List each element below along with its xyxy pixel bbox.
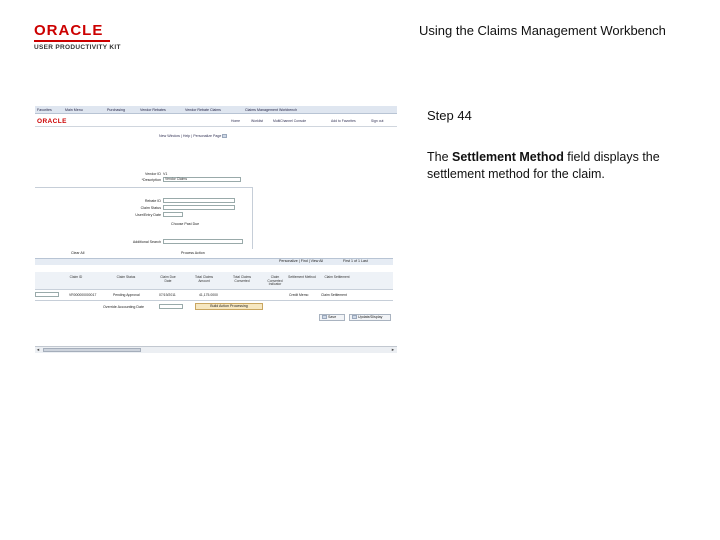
col-claim-settlement[interactable]: Claim Settlement [324, 275, 350, 279]
desc-suffix: field displays the settlement method for the claim. [427, 150, 660, 181]
description-label: *Description [141, 178, 161, 182]
nav-home[interactable]: Home [231, 119, 241, 123]
nav-sign-out[interactable]: Sign out [371, 119, 384, 123]
row-claim-status: Pending Approval [113, 293, 140, 297]
col-total-claims-converted[interactable]: Total Claims Converted [233, 275, 251, 283]
row-settlement-method: Credit Memo [289, 293, 309, 297]
col-claim-status[interactable]: Claim Status [116, 275, 136, 279]
horizontal-scrollbar[interactable] [35, 346, 397, 353]
rebate-id-field[interactable] [163, 198, 235, 203]
override-date-label: Override Accounting Date [103, 305, 144, 309]
row-claim-settlement[interactable]: Claim Settlement [321, 293, 347, 297]
description-field[interactable]: Vendor Claims [163, 177, 241, 182]
scroll-left-icon[interactable]: ◄ [36, 347, 40, 352]
col-claim-due-date[interactable]: Claim Due Date [160, 275, 176, 283]
col-claim-id[interactable]: Claim ID [69, 275, 83, 279]
scroll-thumb[interactable] [43, 348, 141, 352]
desc-prefix: The [427, 150, 453, 164]
choose-past-due-label[interactable]: Choose Past Due [171, 222, 200, 226]
nav-worklist[interactable]: Worklist [251, 119, 263, 123]
claim-status-label: Claim Status [140, 206, 161, 210]
row-due-date: 07/19/2011 [159, 293, 176, 297]
page-icon [222, 134, 227, 138]
row-amount: 41,175.0000 [199, 293, 218, 297]
criteria-divider-side [252, 187, 253, 249]
update-display-button[interactable] [349, 314, 391, 321]
grid-header [35, 258, 393, 265]
document-title: Using the Claims Management Workbench [419, 23, 666, 38]
oracle-mini-logo: ORACLE [37, 118, 67, 125]
row-divider [35, 300, 393, 301]
nav-multichannel[interactable]: MultiChannel Console [273, 119, 307, 123]
breadcrumb-purchasing[interactable]: Purchasing [107, 108, 125, 112]
breadcrumb-vendor-rebates[interactable]: Vendor Rebates [140, 108, 166, 112]
page-links-text[interactable]: New Window | Help | Personalize Page [159, 134, 222, 138]
breadcrumb-favorites[interactable]: Favorites [37, 108, 52, 112]
grid-column-headers [35, 272, 393, 290]
col-total-claims-amount[interactable]: Total Claims Amount [195, 275, 213, 283]
save-button[interactable] [319, 314, 345, 321]
save-button-label: Save [328, 315, 337, 319]
override-date-field[interactable] [159, 304, 183, 309]
user-entry-date-label: User/Entry Date [135, 213, 161, 217]
save-icon [322, 315, 327, 319]
application-screenshot [35, 106, 397, 354]
additional-search-select[interactable] [163, 239, 243, 244]
step-description [427, 149, 697, 183]
breadcrumb-vendor-rebate-claims[interactable]: Vendor Rebate Claims [185, 108, 221, 112]
refresh-icon [352, 315, 357, 319]
grid-nav-links[interactable]: Personalize | Find | View All [279, 259, 324, 263]
logo-rule [34, 40, 110, 42]
rebate-id-label: Rebate ID [144, 199, 161, 203]
process-action-link[interactable]: Process Action [181, 251, 205, 255]
vendor-id-value: V1 [163, 172, 168, 176]
nav-add-favorites[interactable]: Add to Favorites [331, 119, 356, 123]
breadcrumb-main-menu[interactable]: Main Menu [65, 108, 83, 112]
claim-status-select[interactable] [163, 205, 235, 210]
logo-word: ORACLE [34, 22, 104, 39]
user-entry-date-field[interactable] [163, 212, 183, 217]
logo-subtitle: USER PRODUCTIVITY KIT [34, 44, 121, 51]
grid-pagination[interactable]: First 1 of 1 Last [343, 259, 368, 263]
build-action-button[interactable]: Build Action Processing [195, 303, 263, 310]
breadcrumb-bar [35, 106, 397, 114]
col-converted-indicator[interactable]: Claim Converted Indicator [267, 275, 283, 287]
scroll-right-icon[interactable]: ► [391, 347, 395, 352]
desc-bold: Settlement Method [452, 150, 564, 164]
page-links [159, 134, 227, 138]
row-select-field[interactable] [35, 292, 59, 297]
update-button-label: Update/Display [358, 315, 383, 319]
breadcrumb-claims-workbench[interactable]: Claims Management Workbench [245, 108, 298, 112]
additional-search-label: Additional Search [132, 240, 161, 244]
row-claim-id[interactable]: VR000000000017 [69, 293, 97, 297]
criteria-divider-top [35, 187, 253, 188]
step-label: Step 44 [427, 108, 472, 123]
vendor-id-label: Vendor ID [145, 172, 161, 176]
clear-all-link[interactable]: Clear All [71, 251, 85, 255]
oracle-logo [34, 22, 134, 51]
col-settlement-method[interactable]: Settlement Method [288, 275, 316, 279]
